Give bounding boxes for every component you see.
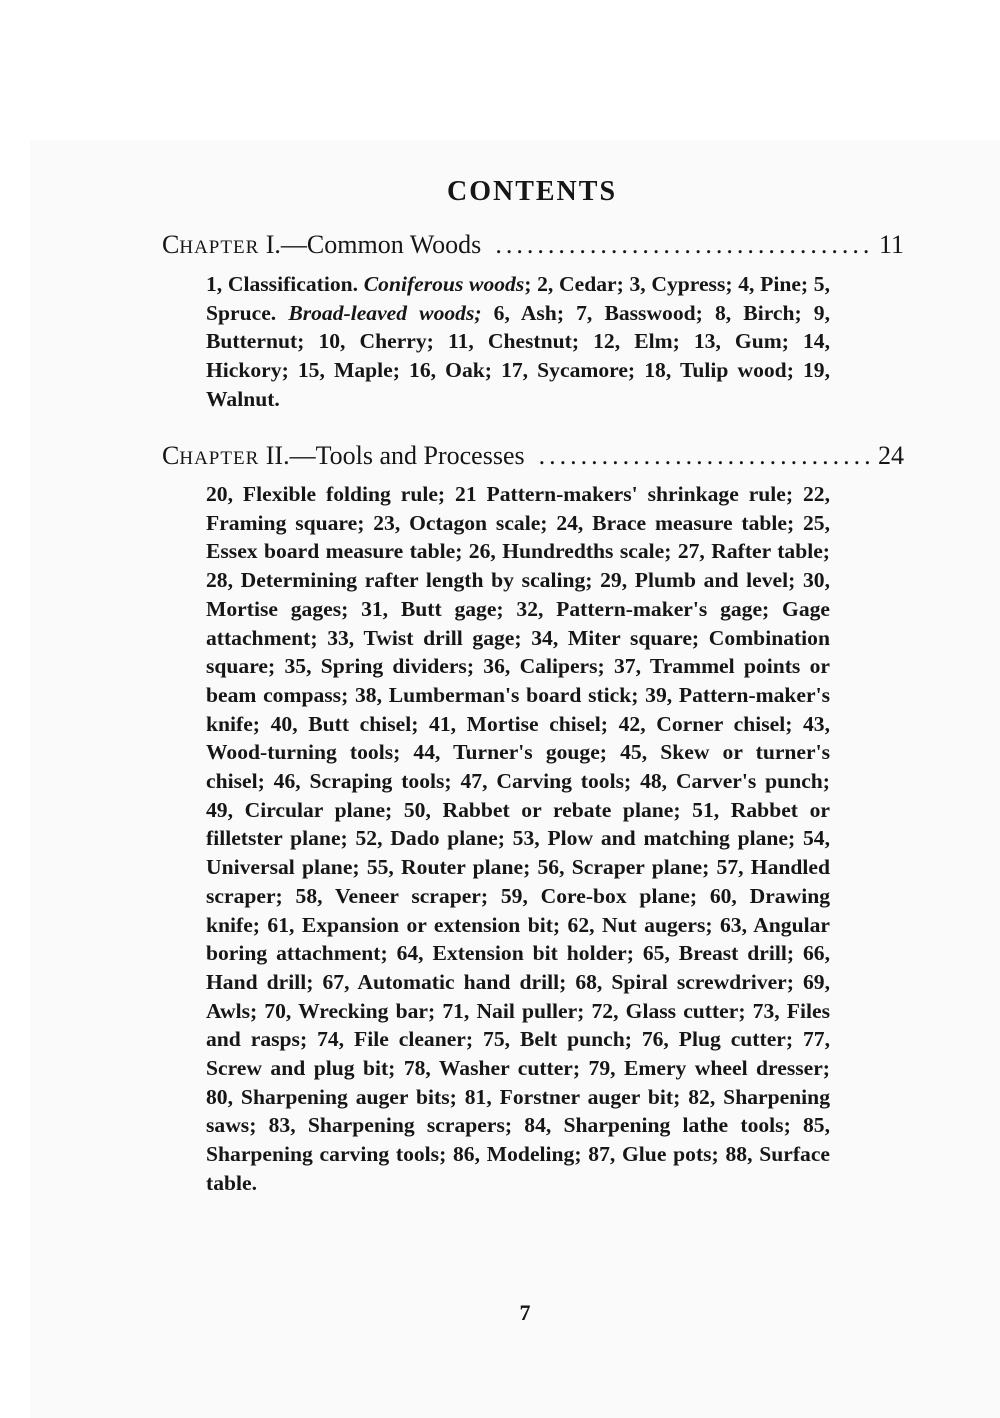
chapter-2-page-number: 24 (878, 441, 904, 470)
chapter-2-description: 20, Flexible folding rule; 21 Pattern-makers' shrinkage rule; 22, Framing square; 23, Octagon scale; 24, Brace measure table; 25, Essex board measure table; 26, Hundredths scale; 27, Rafter table; 28, Determining rafter length by scaling; 29, Plumb and level; 30, Mortise gages; 31, Butt gage; 32, Pattern-maker's gage; Gage attachment; 33, Twist drill gage; 34, Miter square; Combination square; 35, Spring dividers; 36, Calipers; 37, Trammel points or beam compass; 38, Lumberman's board stick; 39, Pattern-maker's knife; 40, Butt chisel; 41, Mortise chisel; 42, Corner chisel; 43, Wood-turning tools; 44, Turner's gouge; 45, Skew or turner's chisel; 46, Scraping tools; 47, Carving tools; 48, Carver's punch; 49, Circular plane; 50, Rabbet or rebate plane; 51, Rabbet or filletster plane; 52, Dado plane; 53, Plow and matching plane; 54, Universal plane; 55, Router plane; 56, Scraper plane; 57, Handled scraper; 58, Veneer scraper; 59, Core-box plane; 60, Drawing knife; 61, Expansion or extension bit; 62, Nut augers; 63, Angular boring attachment; 64, Extension bit holder; 65, Breast drill; 66, Hand drill; 67, Automatic hand drill; 68, Spiral screwdriver; 69, Awls; 70, Wrecking bar; 71, Nail puller; 72, Glass cutter; 73, Files and rasps; 74, File cleaner; 75, Belt punch; 76, Plug cutter; 77, Screw and plug bit; 78, Washer cutter; 79, Emery wheel dresser; 80, Sharpening auger bits; 81, Forstner auger bit; 82, Sharpening saws; 83, Sharpening scrapers; 84, Sharpening lathe tools; 85, Sharpening carving tools; 86, Modeling; 87, Glue pots; 88, Surface table. (206, 482, 830, 1195)
dot-leader (495, 230, 875, 260)
chapter-1-description: 1, Classification. Coniferous woods; 2, Cedar; 3, Cypress; 4, Pine; 5, Spruce. Broad-leaved woods; 6, Ash; 7, Basswood; 8, Birch; 9, Butternut; 10, Cherry; 11, Chestnut; 12, Elm; 13, Gum; 14, Hickory; 15, Maple; 16, Oak; 17, Sycamore; 18, Tulip wood; 19, Walnut. (206, 272, 830, 411)
page-number: 7 (519, 1300, 531, 1325)
chapter-2-label: CHAPTER II.—Tools and Processes (162, 441, 525, 470)
chapter-1-label: CHAPTER I.—Common Woods (162, 230, 482, 259)
toc-entry-chapter-2[interactable] (162, 441, 904, 471)
chapter-1-page-number: 11 (878, 230, 904, 259)
dot-leader (539, 441, 874, 471)
toc-entry-chapter-1[interactable] (162, 230, 904, 260)
page-title: CONTENTS (446, 176, 618, 207)
